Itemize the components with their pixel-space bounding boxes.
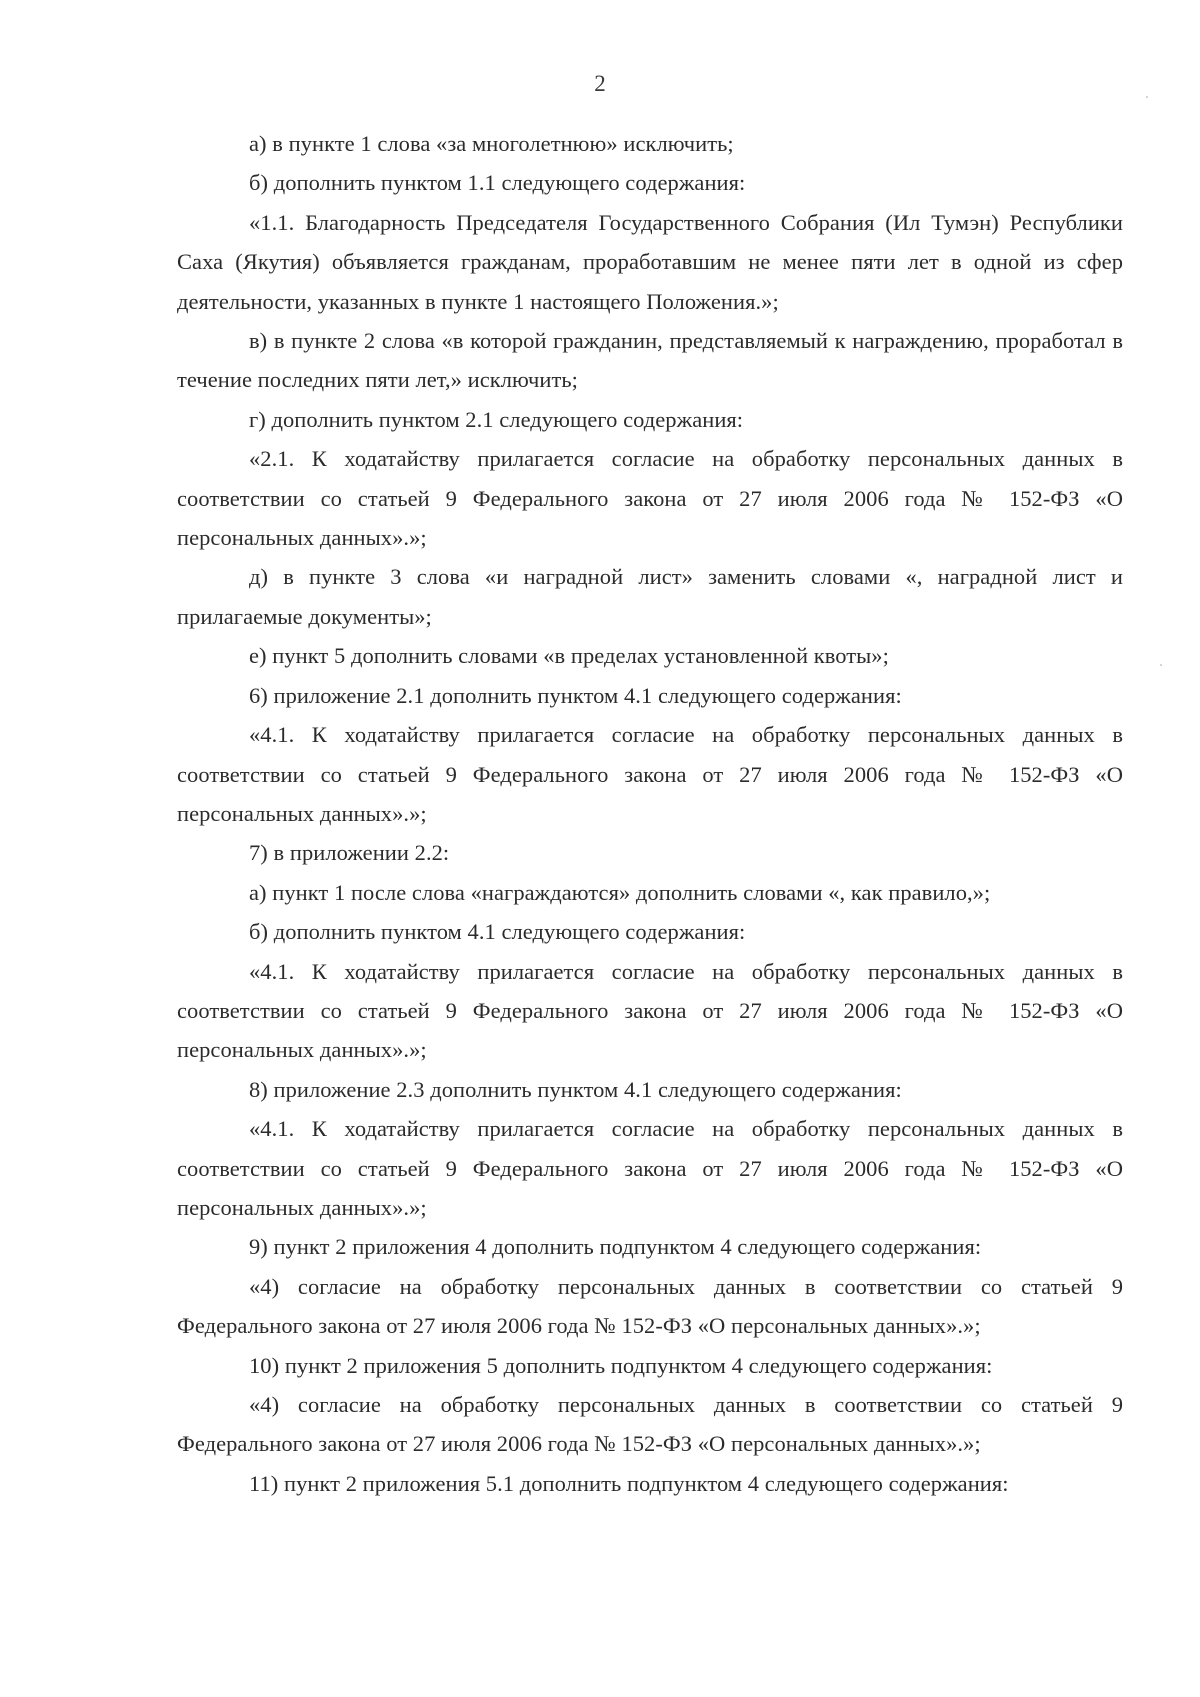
paragraph: а) пункт 1 после слова «награждаются» дополнить словами «, как правило,»;: [249, 879, 991, 905]
paragraph: е) пункт 5 дополнить словами «в пределах установленной квоты»;: [249, 643, 889, 669]
paragraph: «2.1. К ходатайству прилагается согласие на обработку персональных данных в соответствии со статьей 9 Федерального закона от 27 июля 2006 года № 152-ФЗ «О персональных данных».»;: [177, 446, 1123, 551]
paragraph: «4.1. К ходатайству прилагается согласие на обработку персональных данных в соответствии со статьей 9 Федерального закона от 27 июля 2006 года № 152-ФЗ «О персональных данных».»;: [177, 958, 1123, 1063]
paragraph: 7) в приложении 2.2:: [249, 840, 450, 866]
paragraph: 8) приложение 2.3 дополнить пунктом 4.1 следующего содержания:: [249, 1076, 902, 1102]
scan-speck: [1146, 96, 1148, 98]
page-number: 2: [594, 71, 606, 96]
paragraph: 11) пункт 2 приложения 5.1 дополнить подпунктом 4 следующего содержания:: [249, 1470, 1009, 1496]
paragraph: в) в пункте 2 слова «в которой гражданин, представляемый к награждению, проработал в течение последних пяти лет,» исключить;: [177, 328, 1123, 393]
paragraph: г) дополнить пунктом 2.1 следующего содержания:: [249, 406, 744, 432]
paragraph: 9) пункт 2 приложения 4 дополнить подпунктом 4 следующего содержания:: [249, 1234, 982, 1260]
paragraph: д) в пункте 3 слова «и наградной лист» заменить словами «, наградной лист и прилагаемые документы»;: [177, 564, 1123, 629]
paragraph: 10) пункт 2 приложения 5 дополнить подпунктом 4 следующего содержания:: [249, 1352, 993, 1378]
paragraph: б) дополнить пунктом 1.1 следующего содержания:: [249, 170, 746, 196]
scan-speck: [1160, 664, 1162, 666]
paragraph: «4.1. К ходатайству прилагается согласие на обработку персональных данных в соответствии со статьей 9 Федерального закона от 27 июля 2006 года № 152-ФЗ «О персональных данных».»;: [177, 722, 1123, 826]
paragraph: б) дополнить пунктом 4.1 следующего содержания:: [249, 919, 746, 945]
paragraph: «4.1. К ходатайству прилагается согласие на обработку персональных данных в соответствии со статьей 9 Федерального закона от 27 июля 2006 года № 152-ФЗ «О персональных данных».»;: [177, 1116, 1123, 1220]
paragraph: 6) приложение 2.1 дополнить пунктом 4.1 следующего содержания:: [249, 682, 902, 708]
paragraph: «4) согласие на обработку персональных данных в соответствии со статьей 9 Федерального закона от 27 июля 2006 года № 152-ФЗ «О персональных данных».»;: [177, 1273, 1123, 1339]
paragraph: «1.1. Благодарность Председателя Государственного Собрания (Ил Тумэн) Республики Саха (Якутия) объявляется гражданам, проработавшим не менее пяти лет в одной из сфер деятельности, указанных в пункте 1 настоящего Положения.»;: [177, 209, 1123, 314]
paragraph: а) в пункте 1 слова «за многолетнюю» исключить;: [249, 131, 734, 156]
document-body: [177, 124, 1123, 1503]
paragraph: «4) согласие на обработку персональных данных в соответствии со статьей 9 Федерального закона от 27 июля 2006 года № 152-ФЗ «О персональных данных».»;: [177, 1392, 1123, 1457]
